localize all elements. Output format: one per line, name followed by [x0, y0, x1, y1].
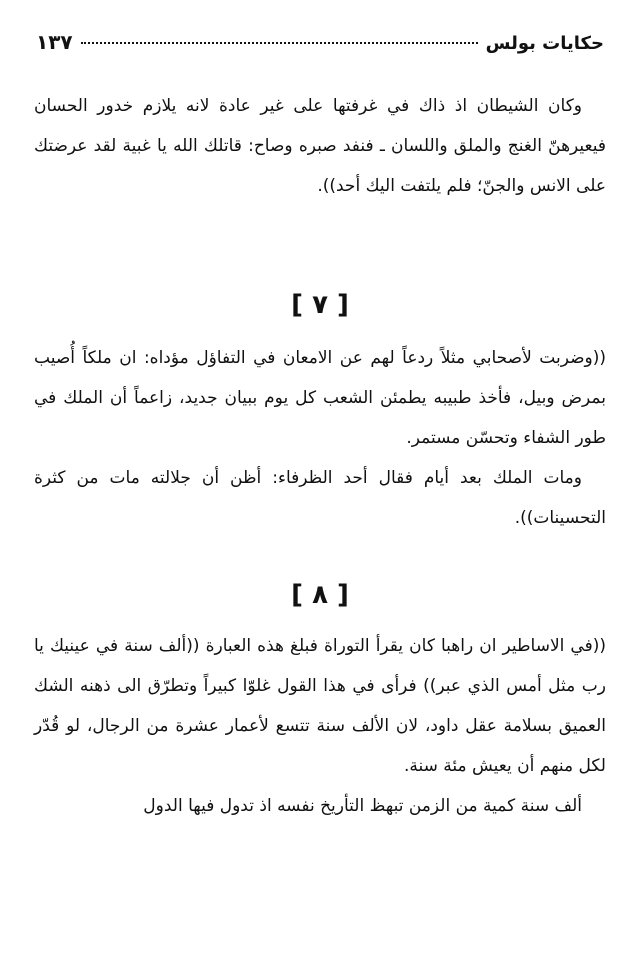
paragraph: وكان الشيطان اذ ذاك في غرفتها على غير عادة لانه يلازم خدور الحسان فيعيرهنّ الغنج والملق واللسان ـ فنفد صبره وصاح: قاتلك الله يا غبية لقد عرضتك على الانس والجنّ؛ فلم يلتفت اليك أحد)).	[34, 96, 606, 196]
text-block-1	[34, 86, 606, 206]
paragraph: ومات الملك بعد أيام فقال أحد الظرفاء: أظن أن جلالته مات من كثرة التحسينات)).	[34, 468, 606, 528]
text-block-3	[34, 626, 606, 826]
section-number-7: [ ٧ ]	[291, 290, 349, 320]
paragraph: ألف سنة كمية من الزمن تبهظ التأريخ نفسه اذ تدول فيها الدول	[143, 796, 582, 816]
text-block-2	[34, 338, 606, 538]
page-number: ١٣٧	[36, 30, 73, 54]
dotted-leader	[81, 41, 478, 44]
paragraph: ((وضربت لأصحابي مثلاً ردعاً لهم عن الامعان في التفاؤل مؤداه: ان ملكاً أُصيب بمرض وبيل، فأخذ طبيبه يطمئن الشعب كل يوم ببيان جديد، زاعماً أن الملك في طور الشفاء وتحسّن مستمر.	[34, 348, 606, 448]
page-header	[36, 30, 604, 60]
paragraph: ((في الاساطير ان راهبا كان يقرأ التوراة فبلغ هذه العبارة ((ألف سنة في عينيك يا رب مثل أمس الذي عبر)) فرأى في هذا القول غلوّا كبيراً وتطرّق الى ذهنه الشك العميق بسلامة عقل داود، لان الألف سنة تتسع لأعمار عشرة من الرجال، لو قُدّر لكل منهم أن يعيش مئة سنة.	[34, 636, 606, 776]
section-number-8: [ ٨ ]	[291, 580, 349, 610]
running-title: حكايات بولس	[485, 33, 604, 54]
